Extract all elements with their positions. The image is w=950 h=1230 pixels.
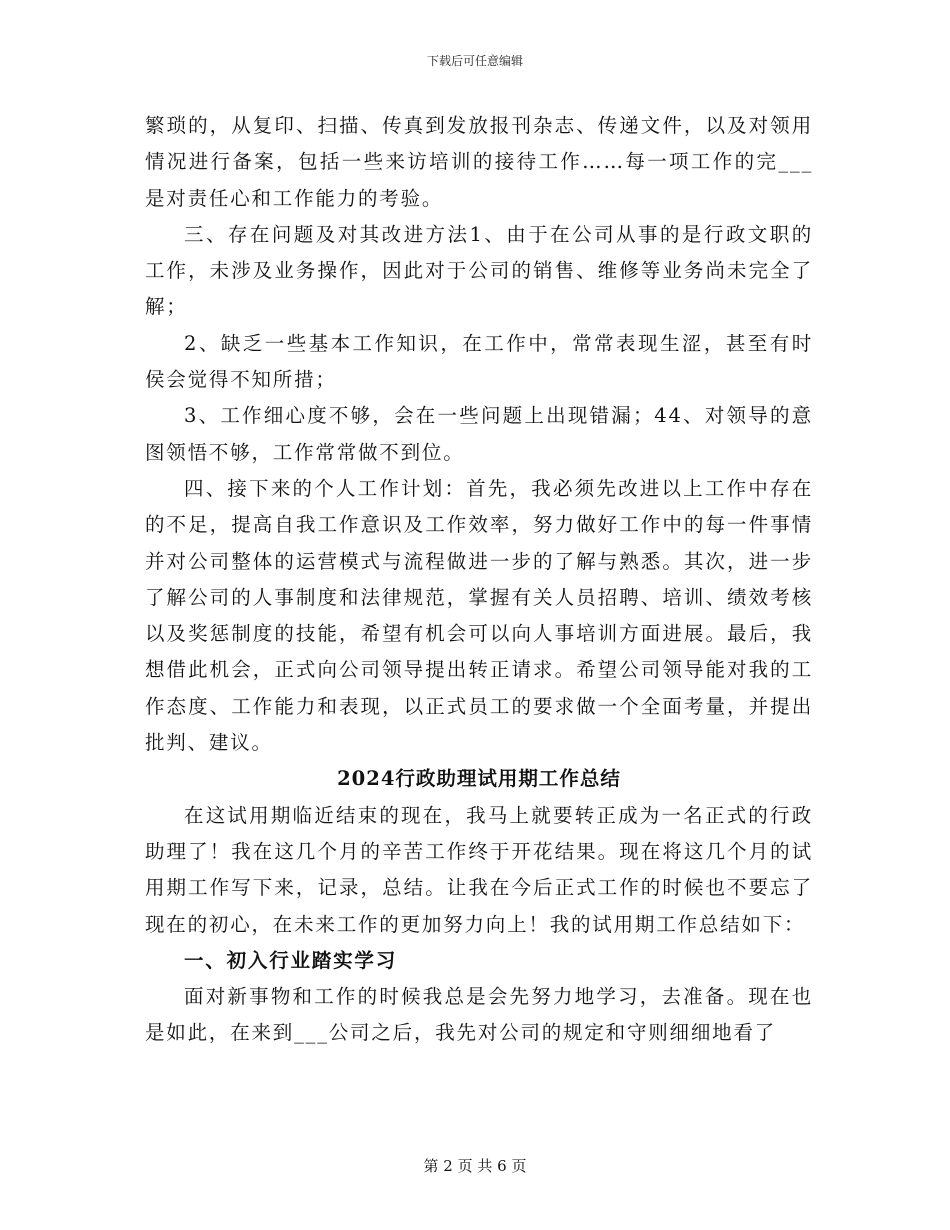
paragraph-problem-3: 3、工作细心度不够，会在一些问题上出现错漏；44、对领导的意图领悟不够，工作常常做不到位。 [145,404,813,464]
paragraph-problem-2: 2、缺乏一些基本工作知识，在工作中，常常表现生涩，甚至有时侯会觉得不知所措； [145,331,813,392]
document-body [145,108,813,1052]
subheading-learning: 一、初入行业踏实学习 [184,948,398,972]
section-title: 2024行政助理试用期工作总结 [337,767,621,791]
paragraph-work-plan: 四、接下来的个人工作计划：首先，我必须先改进以上工作中存在的不足，提高自我工作意识及工作效率，努力做好工作中的每一件事情并对公司整体的运营模式与流程做进一步的了解与熟悉。其次，进一步了解公司的人事制度和法律规范，掌握有关人员招聘、培训、绩效考核以及奖惩制度的技能，希望有机会可以向人事培训方面进展。最后，我想借此机会，正式向公司领导提出转正请求。希望公司领导能对我的工作态度、工作能力和表现，以正式员工的要求做一个全面考量，并提出批判、建议。 [145,476,813,755]
paragraph-intro: 在这试用期临近结束的现在，我马上就要转正成为一名正式的行政助理了！我在这几个月的辛苦工作终于开花结果。现在将这几个月的试用期工作写下来，记录，总结。让我在今后正式工作的时候也不要忘了现在的初心，在未来工作的更加努力向上！我的试用期工作总结如下： [145,803,813,936]
page-footer: 第 2 页 共 6 页 [423,1157,527,1175]
page-header: 下载后可任意编辑 [426,54,523,68]
paragraph-learning: 面对新事物和工作的时候我总是会先努力地学习，去准备。现在也是如此，在来到___公司之后，我先对公司的规定和守则细细地看了 [145,985,813,1045]
paragraph-problems: 三、存在问题及对其改进方法1、由于在公司从事的是行政文职的工作，未涉及业务操作，因此对于公司的销售、维修等业务尚未完全了解； [145,222,813,319]
paragraph-continuation: 繁琐的，从复印、扫描、传真到发放报刊杂志、传递文件，以及对领用情况进行备案，包括一些来访培训的接待工作……每一项工作的完___是对责任心和工作能力的考验。 [145,114,813,210]
